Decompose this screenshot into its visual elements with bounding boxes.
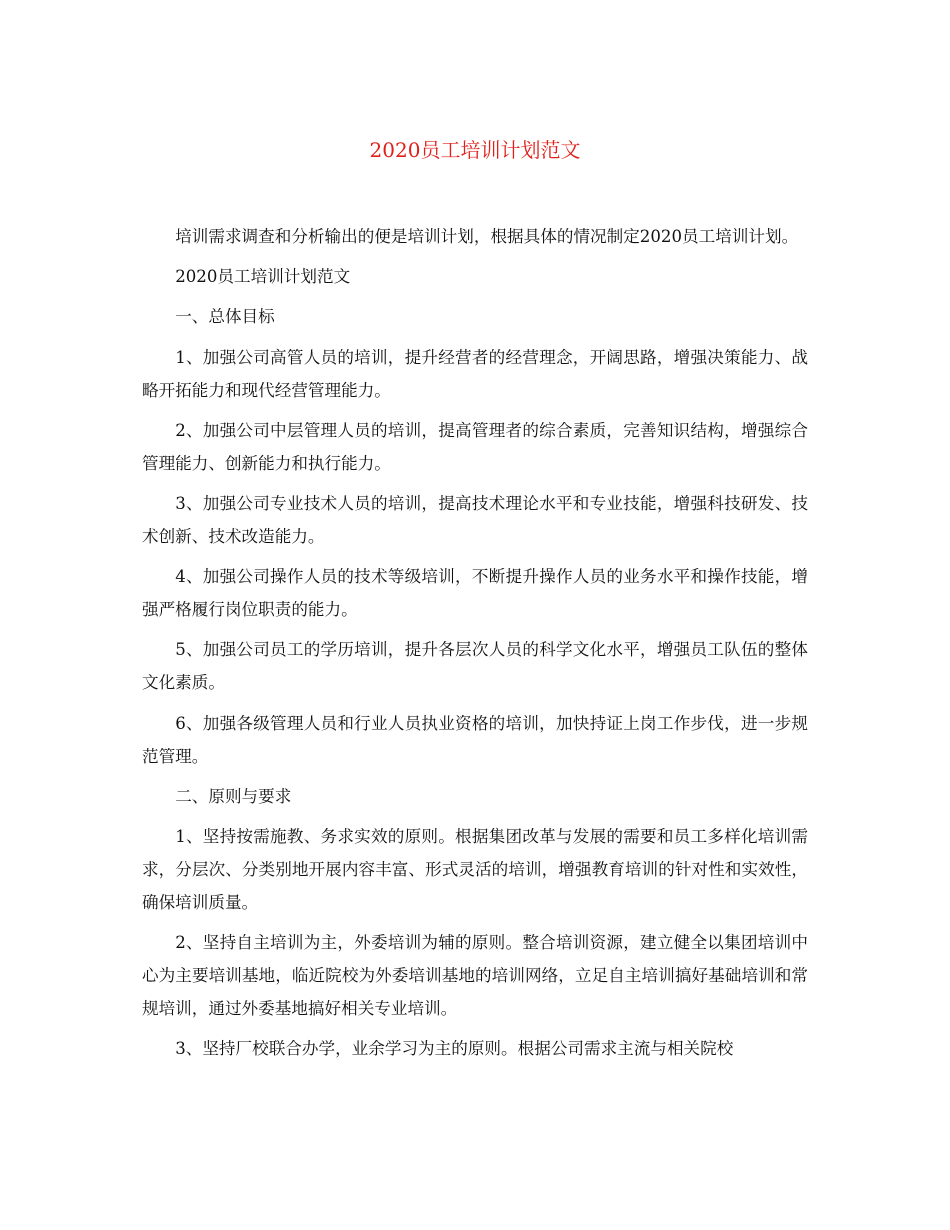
section-heading-principles: 二、原则与要求 [175, 786, 292, 806]
paragraph-principle-1: 1、坚持按需施教、务求实效的原则。根据集团改革与发展的需要和员工多样化培训需求，分层次、分类别地开展内容丰富、形式灵活的培训，增强教育培训的针对性和实效性，确保培训质量。 [142, 826, 808, 912]
document-body [142, 220, 808, 1072]
paragraph-subtitle: 2020员工培训计划范文 [175, 267, 351, 287]
paragraph-goal-1: 1、加强公司高管人员的培训，提升经营者的经营理念，开阔思路，增强决策能力、战略开拓能力和现代经营管理能力。 [142, 347, 808, 400]
paragraph-goal-5: 5、加强公司员工的学历培训，提升各层次人员的科学文化水平，增强员工队伍的整体文化素质。 [142, 640, 808, 693]
paragraph-goal-2: 2、加强公司中层管理人员的培训，提高管理者的综合素质，完善知识结构，增强综合管理能力、创新能力和执行能力。 [142, 420, 808, 473]
paragraph-intro: 培训需求调查和分析输出的便是培训计划，根据具体的情况制定2020员工培训计划。 [175, 227, 799, 246]
paragraph-goal-4: 4、加强公司操作人员的技术等级培训，不断提升操作人员的业务水平和操作技能，增强严格履行岗位职责的能力。 [142, 567, 808, 620]
section-heading-goals: 一、总体目标 [175, 307, 275, 327]
paragraph-goal-3: 3、加强公司专业技术人员的培训，提高技术理论水平和专业技能，增强科技研发、技术创新、技术改造能力。 [142, 493, 808, 546]
paragraph-principle-2: 2、坚持自主培训为主，外委培训为辅的原则。整合培训资源，建立健全以集团培训中心为主要培训基地，临近院校为外委培训基地的培训网络，立足自主培训搞好基础培训和常规培训，通过外委基地搞好相关专业培训。 [142, 933, 808, 1019]
paragraph-goal-6: 6、加强各级管理人员和行业人员执业资格的培训，加快持证上岗工作步伐，进一步规范管理。 [142, 713, 808, 766]
paragraph-principle-3: 3、坚持厂校联合办学，业余学习为主的原则。根据公司需求主流与相关院校 [175, 1039, 734, 1059]
document-title: 2020员工培训计划范文 [369, 138, 581, 162]
